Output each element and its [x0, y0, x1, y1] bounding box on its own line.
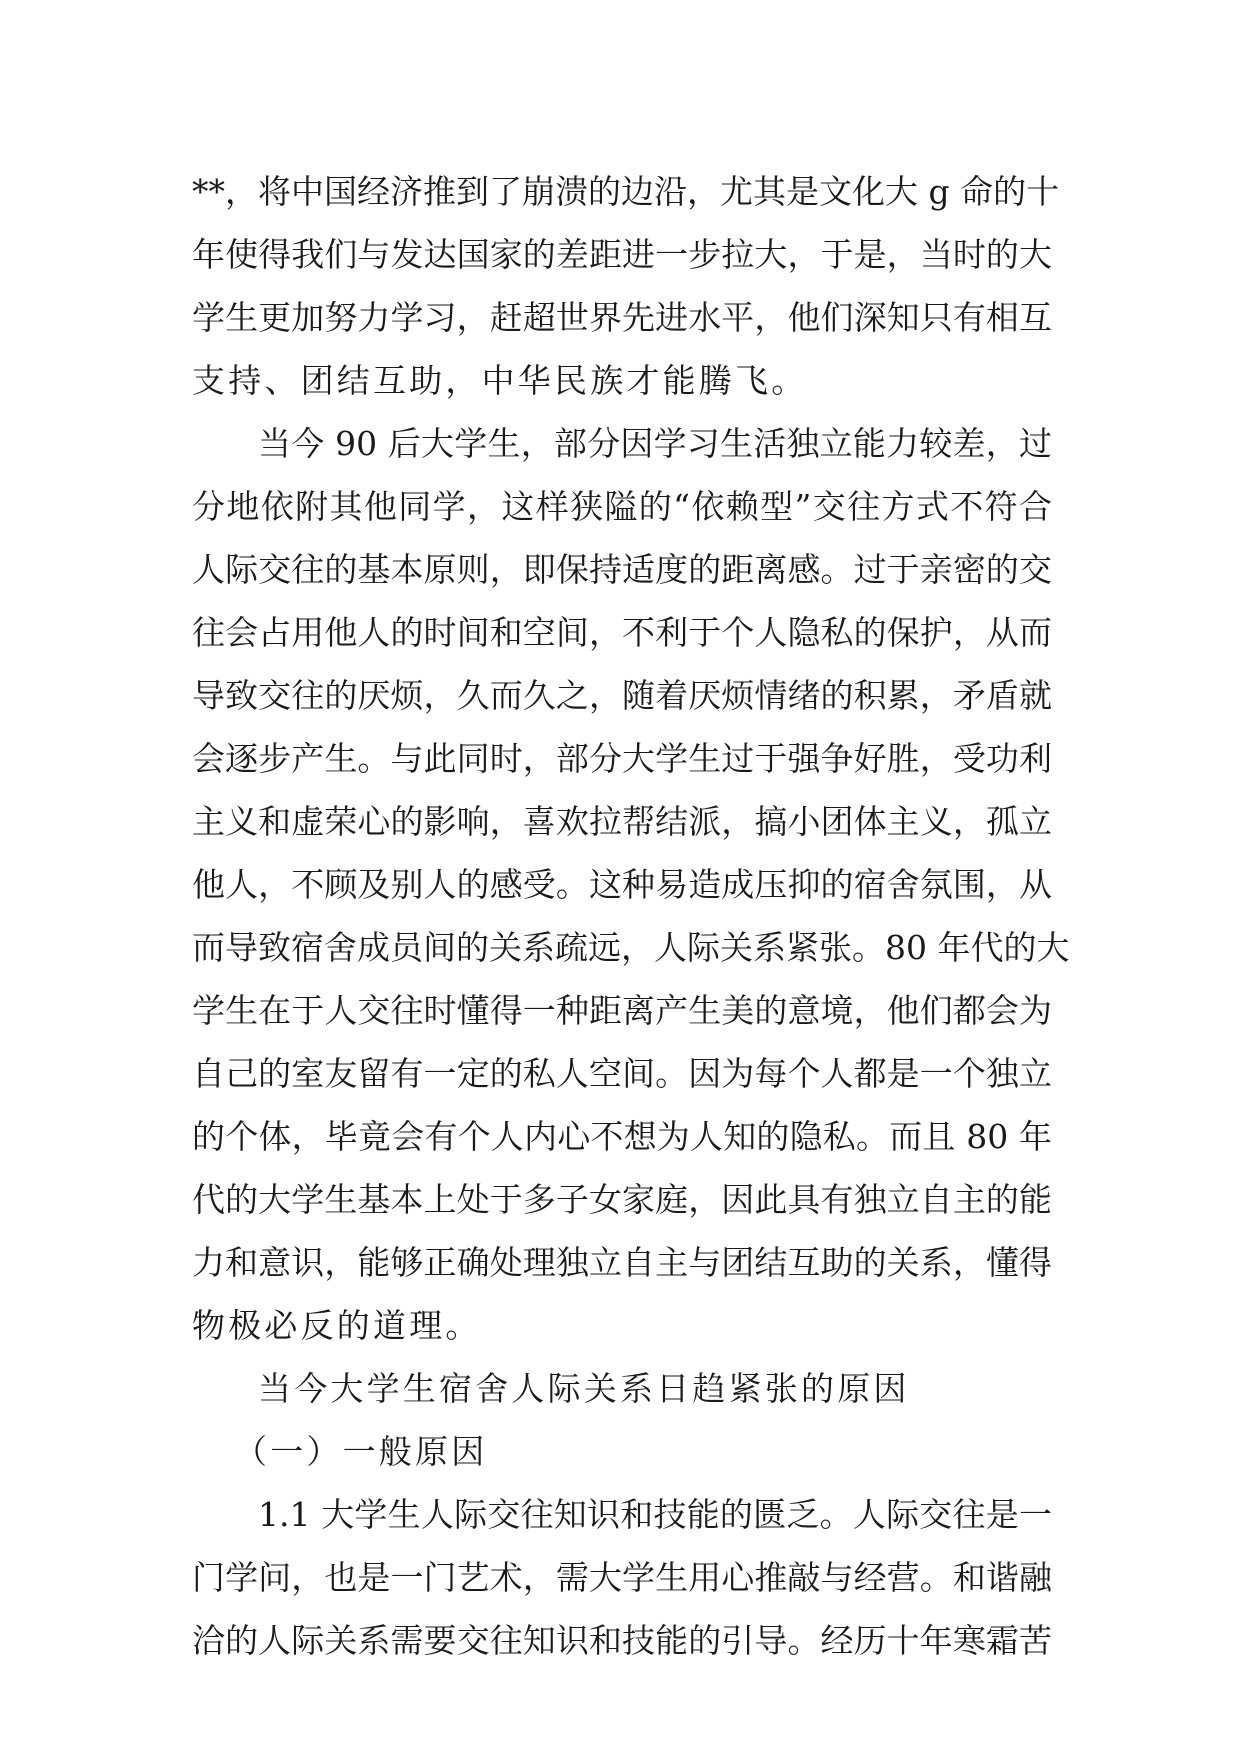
document-body — [192, 160, 1070, 1672]
paragraph-line: 学生在于人交往时懂得一种距离产生美的意境，他们都会为 — [192, 991, 1052, 1030]
paragraph-line: 他人，不顾及别人的感受。这种易造成压抑的宿舍氛围，从 — [192, 865, 1052, 904]
paragraph-line: 分地依附其他同学，这样狭隘的“依赖型”交往方式不符合 — [192, 487, 1052, 526]
paragraph-line: 主义和虚荣心的影响，喜欢拉帮结派，搞小团体主义，孤立 — [192, 802, 1052, 841]
subsection-heading: （一）一般原因 — [234, 1432, 488, 1471]
paragraph-line: 而导致宿舍成员间的关系疏远，人际关系紧张。80 年代的大 — [192, 928, 1070, 967]
paragraph-line: 年使得我们与发达国家的差距进一步拉大，于是，当时的大 — [192, 235, 1052, 274]
paragraph-line: 1.1 大学生人际交往知识和技能的匮乏。人际交往是一 — [258, 1495, 1052, 1534]
paragraph-line: 人际交往的基本原则，即保持适度的距离感。过于亲密的交 — [192, 550, 1052, 589]
section-heading: 当今大学生宿舍人际关系日趋紧张的原因 — [258, 1369, 910, 1408]
paragraph-line: 代的大学生基本上处于多子女家庭，因此具有独立自主的能 — [192, 1180, 1052, 1219]
paragraph-line: 会逐步产生。与此同时，部分大学生过于强争好胜，受功利 — [192, 739, 1052, 778]
paragraph-line: 当今 90 后大学生，部分因学习生活独立能力较差，过 — [258, 424, 1052, 463]
paragraph-line: 的个体，毕竟会有个人内心不想为人知的隐私。而且 80 年 — [192, 1117, 1052, 1156]
paragraph-line: **，将中国经济推到了崩溃的边沿，尤其是文化大 g 命的十 — [192, 172, 1060, 211]
paragraph-line: 支持、团结互助，中华民族才能腾飞。 — [192, 361, 808, 400]
paragraph-line: 导致交往的厌烦，久而久之，随着厌烦情绪的积累，矛盾就 — [192, 676, 1052, 715]
paragraph-line: 力和意识，能够正确处理独立自主与团结互助的关系，懂得 — [192, 1243, 1052, 1282]
paragraph-line: 门学问，也是一门艺术，需大学生用心推敲与经营。和谐融 — [192, 1558, 1052, 1597]
paragraph-line: 学生更加努力学习，赶超世界先进水平，他们深知只有相互 — [192, 298, 1052, 337]
paragraph-line: 物极必反的道理。 — [192, 1306, 482, 1345]
paragraph-line: 往会占用他人的时间和空间，不利于个人隐私的保护，从而 — [192, 613, 1052, 652]
paragraph-line: 自己的室友留有一定的私人空间。因为每个人都是一个独立 — [192, 1054, 1052, 1093]
paragraph-line: 洽的人际关系需要交往知识和技能的引导。经历十年寒霜苦 — [192, 1621, 1052, 1660]
